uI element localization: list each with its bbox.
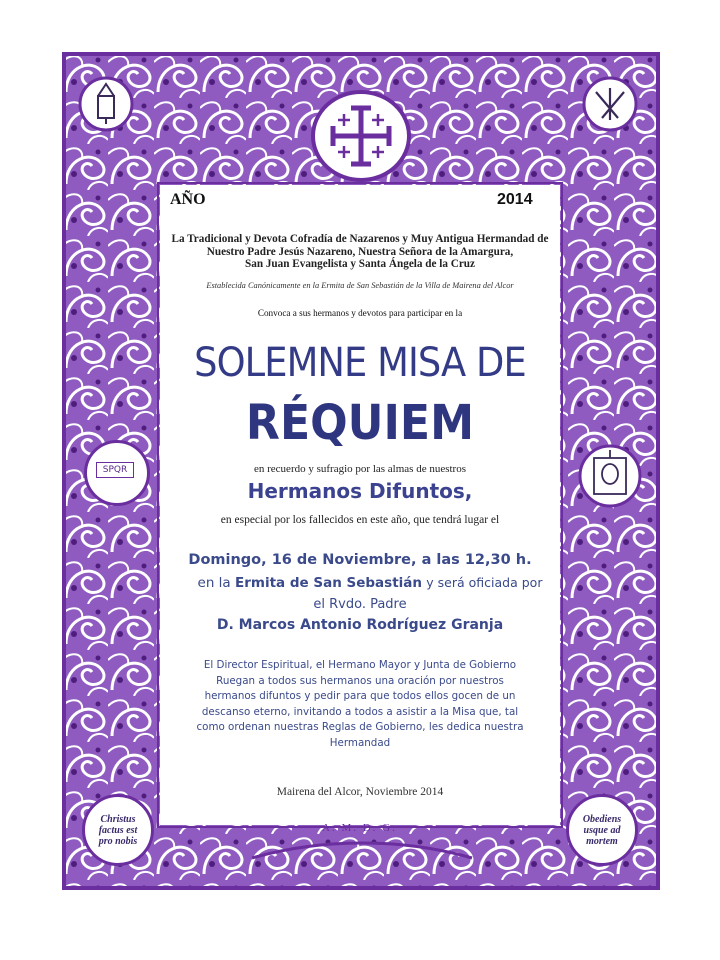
brotherhood-name [0, 233, 720, 271]
year-label: AÑO [170, 191, 206, 208]
especial-text: en especial por los fallecidos en este año, que tendrá lugar el [220, 514, 500, 526]
medallion-left-line-3: pro nobis [98, 835, 138, 847]
medallion-right-line-1: Obediens [582, 813, 622, 825]
place-prefix: en la [197, 575, 231, 591]
medallion-right-line-2: usque ad [583, 824, 621, 836]
medallion-left-line-1: Christus [100, 813, 136, 825]
message-line-4: descanso eterno, invitando a todos a asistir a la Misa que, tal [201, 705, 519, 718]
place-suffix: y será oficiada por [426, 575, 543, 590]
amdg-motto: A. M. D. G. [322, 822, 397, 834]
recuerdo-text: en recuerdo y sufragio por las almas de nuestros [254, 463, 466, 475]
brotherhood-line-3: San Juan Evangelista y Santa Ángela de la Cruz [245, 258, 475, 270]
message-line-3: hermanos difuntos y pedir para que todos ellos gocen de un [204, 690, 516, 702]
event-date: Domingo, 16 de Noviembre, a las 12,30 h. [188, 552, 532, 568]
convoca-text: Convoca a sus hermanos y devotos para participar en la [257, 308, 463, 318]
celebrant-name: D. Marcos Antonio Rodríguez Granja [216, 617, 504, 633]
invitation-message [175, 658, 545, 751]
place-name: Ermita de San Sebastián [235, 575, 422, 591]
hermanos-difuntos-heading: Hermanos Difuntos, [247, 479, 473, 503]
message-line-2: Ruegan a todos sus hermanos una oración por nuestros [216, 674, 504, 687]
year-value: 2014 [497, 191, 533, 208]
title-solemne-misa: SOLEMNE MISA DE [194, 340, 526, 386]
brotherhood-line-1: La Tradicional y Devota Cofradía de Nazarenos y Muy Antigua Hermandad de [171, 233, 549, 245]
medallion-right-line-3: mortem [586, 835, 618, 847]
message-line-1: El Director Espiritual, el Hermano Mayor y Junta de Gobierno [203, 659, 517, 671]
canonical-establishment: Establecida Canónicamente en la Ermita de San Sebastián de la Villa de Mairena del Alcor [206, 281, 514, 290]
brotherhood-line-2: Nuestro Padre Jesús Nazareno, Nuestra Señora de la Amargura, [206, 245, 514, 258]
medallion-christus-factus-est [82, 794, 154, 866]
title-requiem: RÉQUIEM [245, 395, 475, 451]
medallion-obediens-usque-ad-mortem [566, 794, 638, 866]
message-line-5: como ordenan nuestras Reglas de Gobierno, les dedica nuestra [196, 721, 524, 733]
place-and-date: Mairena del Alcor, Noviembre 2014 [276, 786, 444, 798]
message-line-6: Hermandad [329, 736, 391, 749]
medallion-left-line-2: factus est [98, 824, 138, 836]
event-place [10, 575, 720, 591]
rvdo-text: el Rvdo. Padre [313, 597, 407, 612]
spqr-banner-icon: SPQR [96, 462, 134, 478]
